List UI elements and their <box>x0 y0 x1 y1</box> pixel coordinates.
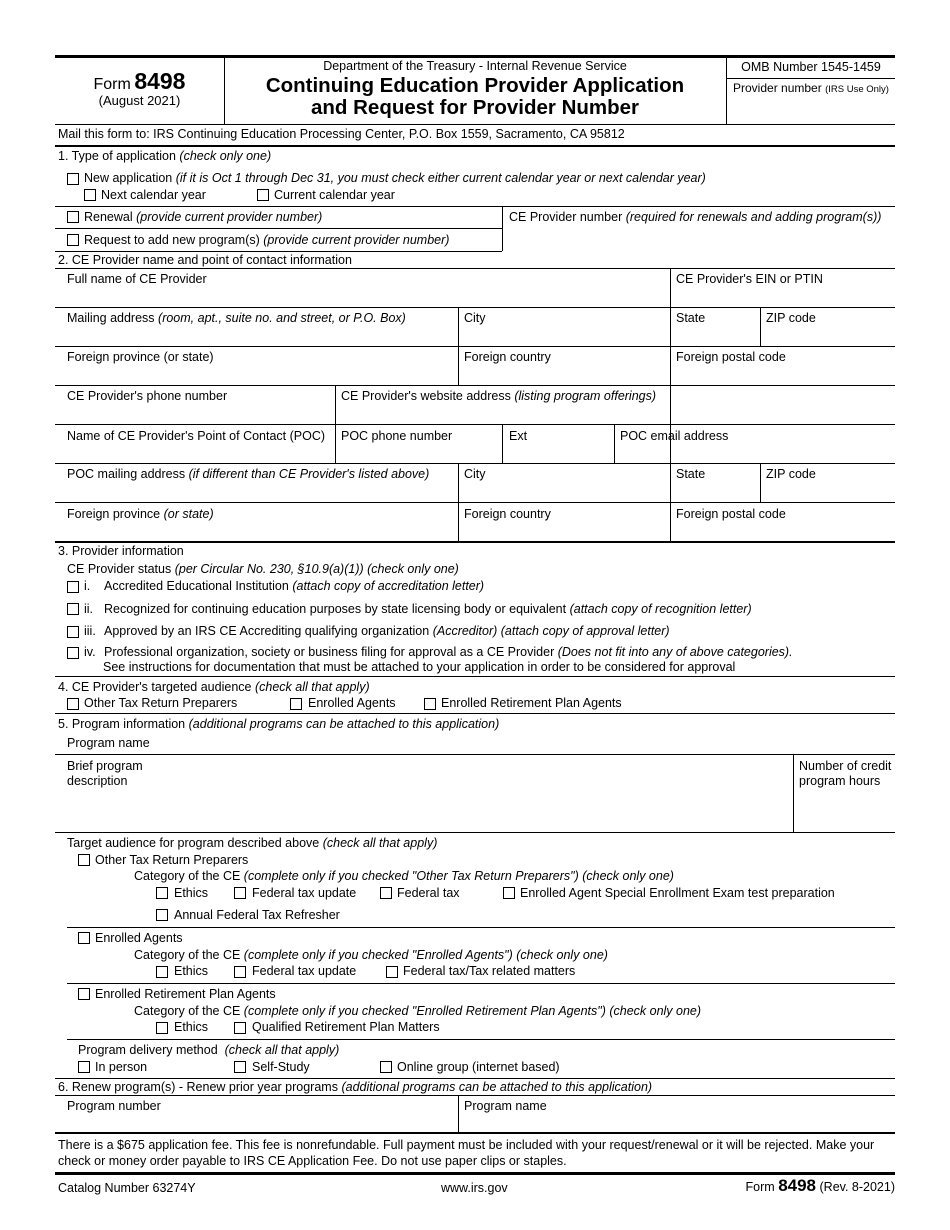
poc-phone-field[interactable]: POC phone number <box>341 429 453 443</box>
brief-description-label-1[interactable]: Brief program <box>67 759 143 773</box>
program-retirement-label: Enrolled Retirement Plan Agents <box>95 987 276 1001</box>
s5-title: 5. Program information (additional programs can be attached to this application) <box>58 717 500 731</box>
retirement-ethics-checkbox[interactable] <box>156 1022 168 1034</box>
enrolled-fed-update-checkbox[interactable] <box>234 966 246 978</box>
add-program-checkbox[interactable] <box>67 234 79 246</box>
credit-hours-label-2[interactable]: program hours <box>799 774 881 788</box>
retirement-ethics-label: Ethics <box>174 1020 209 1034</box>
zip-code-field[interactable]: ZIP code <box>766 311 816 325</box>
status-ii-label: Recognized for continuing education purposes by state licensing body or equivalent (attach copy of recognition letter) <box>104 602 752 616</box>
enrolled-fed-related-checkbox[interactable] <box>386 966 398 978</box>
status-iv-number: iv. <box>84 645 96 659</box>
s4-title: 4. CE Provider's targeted audience (check all that apply) <box>58 680 370 694</box>
retirement-qualified-label: Qualified Retirement Plan Matters <box>252 1020 440 1034</box>
provider-status-label: CE Provider status (per Circular No. 230, §10.9(a)(1)) (check only one) <box>67 562 459 576</box>
s2-vdiv-670 <box>670 268 671 541</box>
s2-vdiv-458-b <box>458 463 459 541</box>
s3-rule <box>55 676 895 677</box>
poc-name-field[interactable]: Name of CE Provider's Point of Contact (POC) <box>67 429 326 443</box>
agency-line: Department of the Treasury - Internal Revenue Service <box>323 59 627 73</box>
delivery-in-person-label: In person <box>95 1060 148 1074</box>
mail-rule <box>55 145 895 147</box>
renewal-checkbox[interactable] <box>67 211 79 223</box>
form-date: (August 2021) <box>98 93 181 108</box>
city-field[interactable]: City <box>464 311 486 325</box>
foreign-province-field[interactable]: Foreign province (or state) <box>67 350 214 364</box>
footer-rule <box>55 1172 895 1175</box>
form-title-line2: and Request for Provider Number <box>310 96 640 119</box>
enrolled-ethics-checkbox[interactable] <box>156 966 168 978</box>
other-ea-exam-label: Enrolled Agent Special Enrollment Exam test preparation <box>520 886 835 900</box>
form-title-line1: Continuing Education Provider Application <box>265 74 685 97</box>
status-ii-checkbox[interactable] <box>67 603 79 615</box>
other-fed-tax-label: Federal tax <box>397 886 460 900</box>
other-category-label: Category of the CE (complete only if you checked "Other Tax Return Preparers") (check only one) <box>134 869 674 883</box>
s2-rule-4 <box>55 424 895 425</box>
current-calendar-year-label: Current calendar year <box>274 188 395 202</box>
s2-rule-1 <box>55 307 895 308</box>
s2-vdiv-458-a <box>458 307 459 385</box>
s5-rule-d <box>67 983 895 984</box>
renewal-label: Renewal (provide current provider number) <box>84 210 323 224</box>
mailing-address-field[interactable]: Mailing address (room, apt., suite no. and street, or P.O. Box) <box>67 311 406 325</box>
s2-rule-6 <box>55 502 895 503</box>
poc-foreign-country-field[interactable]: Foreign country <box>464 507 551 521</box>
enrolled-ethics-label: Ethics <box>174 964 209 978</box>
s5-rule-a <box>55 754 895 755</box>
enrolled-fed-update-label: Federal tax update <box>252 964 357 978</box>
audience-retirement-checkbox[interactable] <box>424 698 436 710</box>
other-aftr-checkbox[interactable] <box>156 909 168 921</box>
fee-notice-line1: There is a $675 application fee. This fee is nonrefundable. Full payment must be included with your request/renewal or it will be rejected. Make your <box>58 1138 875 1152</box>
s6-rule-a <box>55 1095 895 1096</box>
mail-address-line: Mail this form to: IRS Continuing Education Processing Center, P.O. Box 1559, Sacramento, CA 95812 <box>58 127 625 141</box>
poc-mailing-field[interactable]: POC mailing address (if different than CE Provider's listed above) <box>67 467 430 481</box>
other-fed-update-label: Federal tax update <box>252 886 357 900</box>
foreign-postal-code-field[interactable]: Foreign postal code <box>676 350 786 364</box>
brief-description-label-2[interactable]: description <box>67 774 128 788</box>
add-program-label: Request to add new program(s) (provide current provider number) <box>84 233 450 247</box>
s1-rule-a <box>55 206 895 207</box>
provider-number-label: Provider number <box>733 81 822 95</box>
enrolled-category-label: Category of the CE (complete only if you checked "Enrolled Agents") (check only one) <box>134 948 608 962</box>
s4-rule <box>55 713 895 714</box>
status-iv-label: Professional organization, society or business filing for approval as a CE Provider (Does not fit into any of above categories). <box>104 645 793 659</box>
form-word: Form <box>93 76 131 93</box>
audience-other-checkbox[interactable] <box>67 698 79 710</box>
s1-rule-c <box>55 251 502 252</box>
program-retirement-checkbox[interactable] <box>78 988 90 1000</box>
audience-retirement-label: Enrolled Retirement Plan Agents <box>441 696 622 710</box>
s5-rule-e <box>67 1039 895 1040</box>
status-iii-checkbox[interactable] <box>67 626 79 638</box>
s1-title: 1. Type of application (check only one) <box>58 149 272 163</box>
new-application-label: New application (if it is Oct 1 through Dec 31, you must check either current calendar year or next calendar year) <box>84 171 706 185</box>
program-enrolled-label: Enrolled Agents <box>95 931 183 945</box>
audience-enrolled-checkbox[interactable] <box>290 698 302 710</box>
other-aftr-label: Annual Federal Tax Refresher <box>174 908 340 922</box>
omb-rule <box>727 78 895 79</box>
irs-website: www.irs.gov <box>441 1181 508 1195</box>
s5-rule-b <box>55 832 895 833</box>
other-ea-exam-checkbox[interactable] <box>503 887 515 899</box>
new-application-checkbox[interactable] <box>67 173 79 185</box>
s2-rule-0 <box>55 268 895 269</box>
credit-hours-label-1[interactable]: Number of credit <box>799 759 892 773</box>
s2-vdiv-760-b <box>760 463 761 502</box>
status-iv-instructions: See instructions for documentation that must be attached to your application in order to be considered for approval <box>103 660 736 674</box>
omb-number: OMB Number 1545-1459 <box>741 60 881 74</box>
form-number: 8498 <box>134 68 186 94</box>
s2-vdiv-760-a <box>760 307 761 346</box>
poc-city-field[interactable]: City <box>464 467 486 481</box>
renew-program-number-field[interactable]: Program number <box>67 1099 161 1113</box>
poc-foreign-province-field[interactable]: Foreign province (or state) <box>67 507 214 521</box>
delivery-in-person-checkbox[interactable] <box>78 1061 90 1073</box>
poc-email-field[interactable]: POC email address <box>620 429 729 443</box>
fee-notice-line2: check or money order payable to IRS CE Application Fee. Do not use paper clips or staples. <box>58 1154 567 1168</box>
status-iii-label: Approved by an IRS CE Accrediting qualifying organization (Accreditor) (attach copy of approval letter) <box>104 624 670 638</box>
poc-state-field[interactable]: State <box>676 467 706 481</box>
status-iii-number: iii. <box>84 624 96 638</box>
delivery-online-checkbox[interactable] <box>380 1061 392 1073</box>
credit-hours-divider <box>793 754 794 832</box>
s5-rule-c <box>67 927 895 928</box>
program-other-label: Other Tax Return Preparers <box>95 853 249 867</box>
s2-vdiv-614 <box>614 424 615 463</box>
s2-vdiv-335 <box>335 385 336 463</box>
header-bottom-rule <box>55 124 895 125</box>
retirement-category-label: Category of the CE (complete only if you checked "Enrolled Retirement Plan Agents") (check only one) <box>134 1004 702 1018</box>
ein-ptin-field[interactable]: CE Provider's EIN or PTIN <box>676 272 823 286</box>
s6-divider <box>458 1095 459 1133</box>
delivery-method-label: Program delivery method (check all that apply) <box>78 1043 340 1057</box>
status-i-number: i. <box>84 579 91 593</box>
poc-foreign-postal-field[interactable]: Foreign postal code <box>676 507 786 521</box>
poc-ext-field[interactable]: Ext <box>509 429 528 443</box>
renew-program-name-field[interactable]: Program name <box>464 1099 547 1113</box>
s2-rule-5 <box>55 463 895 464</box>
target-audience-label: Target audience for program described above (check all that apply) <box>67 836 438 850</box>
retirement-qualified-checkbox[interactable] <box>234 1022 246 1034</box>
footer-form-id: Form 8498 (Rev. 8-2021) <box>745 1176 895 1195</box>
s2-title: 2. CE Provider name and point of contact information <box>58 253 352 267</box>
status-ii-number: ii. <box>84 602 94 616</box>
poc-zip-field[interactable]: ZIP code <box>766 467 816 481</box>
s2-vdiv-502 <box>502 424 503 463</box>
enrolled-fed-related-label: Federal tax/Tax related matters <box>403 964 576 978</box>
program-other-checkbox[interactable] <box>78 854 90 866</box>
next-calendar-year-label: Next calendar year <box>101 188 206 202</box>
provider-number-note: (IRS Use Only) <box>825 84 889 95</box>
s6-rule-b <box>55 1132 895 1134</box>
delivery-self-study-label: Self-Study <box>252 1060 310 1074</box>
delivery-online-label: Online group (internet based) <box>397 1060 560 1074</box>
header-top-rule <box>55 55 895 58</box>
other-ethics-checkbox[interactable] <box>156 887 168 899</box>
s2-rule-7 <box>55 541 895 543</box>
state-field[interactable]: State <box>676 311 706 325</box>
status-iv-checkbox[interactable] <box>67 647 79 659</box>
s1-divider <box>502 206 503 251</box>
website-field[interactable]: CE Provider's website address (listing program offerings) <box>341 389 657 403</box>
s2-rule-3 <box>55 385 895 386</box>
full-name-field[interactable]: Full name of CE Provider <box>67 272 207 286</box>
form-id <box>55 68 224 94</box>
s6-title: 6. Renew program(s) - Renew prior year programs (additional programs can be attached to this application) <box>58 1080 653 1094</box>
s1-rule-b <box>55 228 502 229</box>
ce-provider-number-field[interactable]: CE Provider number (required for renewals and adding program(s)) <box>509 210 882 224</box>
catalog-number: Catalog Number 63274Y <box>58 1181 196 1195</box>
program-enrolled-checkbox[interactable] <box>78 932 90 944</box>
s3-title: 3. Provider information <box>58 544 184 558</box>
s5-rule-f <box>55 1078 895 1079</box>
status-i-label: Accredited Educational Institution (attach copy of accreditation letter) <box>104 579 485 593</box>
program-name-field[interactable]: Program name <box>67 736 150 750</box>
audience-other-label: Other Tax Return Preparers <box>84 696 238 710</box>
s2-rule-2 <box>55 346 895 347</box>
audience-enrolled-label: Enrolled Agents <box>308 696 396 710</box>
provider-number-irs[interactable] <box>733 82 889 96</box>
delivery-self-study-checkbox[interactable] <box>234 1061 246 1073</box>
foreign-country-field[interactable]: Foreign country <box>464 350 551 364</box>
next-calendar-year-checkbox[interactable] <box>84 189 96 201</box>
other-fed-update-checkbox[interactable] <box>234 887 246 899</box>
other-ethics-label: Ethics <box>174 886 209 900</box>
other-fed-tax-checkbox[interactable] <box>380 887 392 899</box>
current-calendar-year-checkbox[interactable] <box>257 189 269 201</box>
provider-phone-field[interactable]: CE Provider's phone number <box>67 389 228 403</box>
status-i-checkbox[interactable] <box>67 581 79 593</box>
